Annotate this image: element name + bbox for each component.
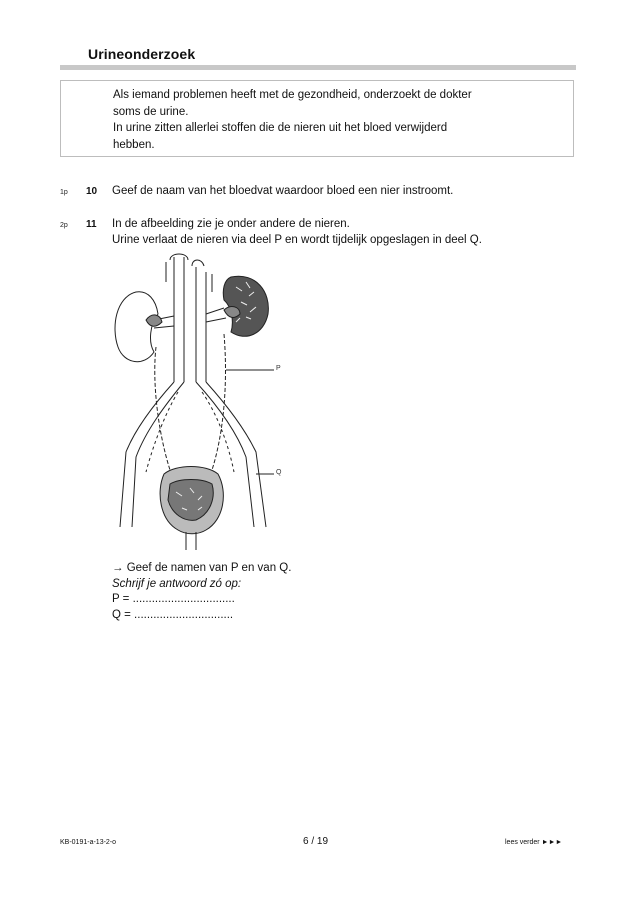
intro-line: hebben. xyxy=(113,138,155,151)
answer-block xyxy=(112,561,291,623)
question-11-text xyxy=(112,216,482,248)
answer-instruction: → Geef de namen van P en van Q. xyxy=(112,562,292,574)
answer-format-hint: Schrijf je antwoord zó op: xyxy=(112,577,242,590)
intro-box xyxy=(60,80,574,157)
intro-text xyxy=(113,87,563,153)
intro-line: In urine zitten allerlei stoffen die de nieren uit het bloed verwijderd xyxy=(113,122,448,134)
urinary-system-figure xyxy=(106,252,296,557)
question-line: Geef de naam van het bloedvat waardoor bloed een nier instroomt. xyxy=(112,185,454,197)
section-title: Urineonderzoek xyxy=(88,46,196,62)
urinary-system-drawing xyxy=(106,252,296,552)
question-11-points: 2p xyxy=(60,222,68,229)
intro-line: soms de urine. xyxy=(113,105,189,118)
question-10-text xyxy=(112,183,453,199)
answer-q-line: Q = ............................... xyxy=(112,608,234,621)
next-page-indicator: lees verder ►►► xyxy=(505,839,563,846)
question-10-number: 10 xyxy=(86,186,98,197)
answer-p-line: P = ................................ xyxy=(112,593,235,605)
footer-code: KB-0191-a-13-2-o xyxy=(60,839,117,846)
page-number: 6 / 19 xyxy=(303,836,329,847)
intro-line: Als iemand problemen heeft met de gezondheid, onderzoekt de dokter xyxy=(113,89,472,101)
label-p: P xyxy=(276,365,281,372)
question-line: In de afbeelding zie je onder andere de nieren. xyxy=(112,218,350,230)
label-q: Q xyxy=(276,469,282,476)
question-10-points: 1p xyxy=(60,189,68,196)
question-11-number: 11 xyxy=(86,219,97,230)
title-divider xyxy=(60,65,576,70)
question-line: Urine verlaat de nieren via deel P en wordt tijdelijk opgeslagen in deel Q. xyxy=(112,234,482,246)
